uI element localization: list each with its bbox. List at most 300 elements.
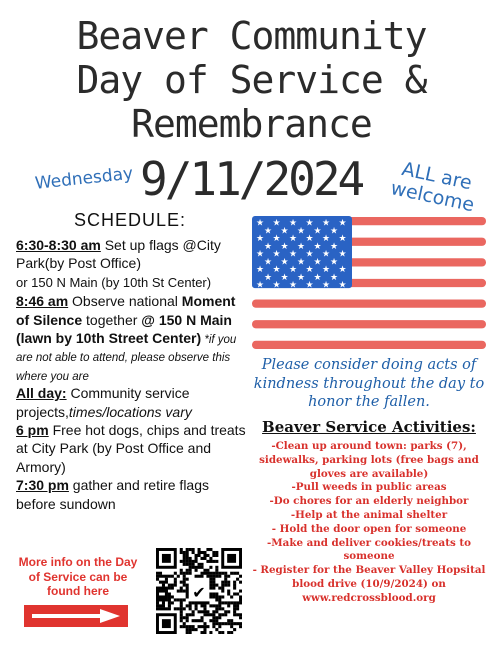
qr-module [209, 581, 212, 584]
flag-star: ★ [329, 226, 339, 237]
arrow-right-icon[interactable] [24, 605, 128, 632]
qr-module [200, 610, 203, 613]
qr-module [186, 551, 189, 554]
qr-module [180, 607, 183, 610]
qr-module [180, 601, 183, 604]
qr-module [227, 601, 230, 604]
qr-module [215, 598, 218, 601]
qr-module [212, 592, 215, 595]
text-allday: Community service projects, [16, 385, 190, 420]
qr-module [209, 578, 212, 581]
flag-star: ★ [321, 218, 331, 229]
qr-module [212, 551, 215, 554]
qr-module [162, 587, 165, 590]
qr-module [215, 595, 218, 598]
qr-module [239, 590, 242, 593]
activity-item: -Clean up around town: parks (7), sidewalks, parking lots (free bags and gloves are available) [259, 440, 479, 480]
qr-module [224, 613, 227, 616]
qr-module [180, 581, 183, 584]
qr-module [215, 619, 218, 622]
qr-module [174, 584, 177, 587]
qr-module [215, 569, 218, 572]
qr-module [209, 592, 212, 595]
qr-module [203, 610, 206, 613]
all-welcome: ALL are welcome [388, 158, 477, 217]
qr-module [195, 554, 198, 557]
qr-module [192, 563, 195, 566]
flag-star: ★ [272, 218, 281, 229]
qr-module [168, 575, 171, 578]
flag-star: ★ [338, 280, 347, 291]
qr-module [180, 551, 183, 554]
qr-module [215, 610, 218, 613]
flag-star: ★ [255, 280, 265, 291]
qr-module [198, 551, 201, 554]
qr-module [183, 551, 186, 554]
qr-module [192, 628, 195, 631]
title-line-1: Beaver Community [76, 14, 427, 58]
qr-module [171, 601, 174, 604]
flag-stripe [252, 320, 486, 328]
qr-module [156, 595, 159, 598]
flag-star: ★ [338, 265, 347, 276]
qr-module [156, 572, 159, 575]
qr-module [168, 604, 171, 607]
qr-module [230, 622, 233, 625]
activity-item: -Pull weeds in public areas [291, 481, 447, 494]
qr-module [162, 575, 165, 578]
qr-module [159, 607, 162, 610]
qr-module [203, 628, 206, 631]
flag-star: ★ [321, 280, 331, 291]
flag-star: ★ [329, 257, 339, 268]
qr-module [192, 551, 195, 554]
qr-code[interactable] [156, 548, 242, 639]
flag-star: ★ [313, 226, 322, 237]
qr-module [177, 590, 180, 593]
flag-star: ★ [255, 249, 265, 260]
qr-module [209, 613, 212, 616]
qr-module [198, 548, 201, 551]
qr-module [218, 604, 221, 607]
qr-module [180, 569, 183, 572]
event-date: 9/11/2024 [140, 152, 363, 206]
qr-module [224, 584, 227, 587]
qr-module [203, 625, 206, 628]
qr-module [206, 601, 209, 604]
text-hotdogs: Free hot dogs, chips and treats at City Park (by Post Office and Armory) [16, 422, 246, 475]
moment-of-silence: Moment of Silence [16, 293, 236, 328]
qr-module [227, 631, 230, 634]
qr-module [189, 569, 192, 572]
qr-module [239, 625, 242, 628]
time-flags: 6:30-8:30 am [16, 237, 101, 253]
qr-module [209, 560, 212, 563]
flag-star: ★ [272, 234, 281, 245]
qr-module [171, 595, 174, 598]
qr-module [183, 575, 186, 578]
qr-module [186, 572, 189, 575]
qr-module [221, 572, 224, 575]
activity-item: -Make and deliver cookies/treats to someone [266, 536, 471, 563]
qr-module [183, 590, 186, 593]
qr-module [236, 601, 239, 604]
qr-module [206, 569, 209, 572]
qr-module [180, 625, 183, 628]
qr-module [212, 622, 215, 625]
qr-module [180, 572, 183, 575]
qr-module [224, 578, 227, 581]
qr-module [165, 590, 168, 593]
qr-module [221, 607, 224, 610]
qr-module [159, 587, 162, 590]
qr-module [174, 572, 177, 575]
qr-module [162, 607, 165, 610]
qr-module [206, 560, 209, 563]
title-line-2: Day of Service & [76, 58, 427, 102]
qr-module [159, 572, 162, 575]
qr-module [183, 584, 186, 587]
qr-module [218, 631, 221, 634]
flag-star: ★ [296, 241, 306, 252]
qr-module [233, 622, 236, 625]
qr-module [230, 625, 233, 628]
flag-star: ★ [280, 272, 289, 283]
qr-module [233, 610, 236, 613]
qr-module [212, 587, 215, 590]
qr-module [156, 590, 159, 593]
activity-item: -Help at the animal shelter [290, 508, 448, 521]
qr-module [233, 604, 236, 607]
qr-module [212, 604, 215, 607]
qr-module [218, 572, 221, 575]
qr-module [209, 595, 212, 598]
qr-module [215, 572, 218, 575]
qr-module [186, 569, 189, 572]
qr-module [192, 625, 195, 628]
qr-module [206, 575, 209, 578]
qr-module [198, 563, 201, 566]
flag-star: ★ [280, 241, 289, 252]
qr-module [227, 622, 230, 625]
flag-star: ★ [296, 257, 306, 268]
qr-module [212, 613, 215, 616]
qr-module [159, 604, 162, 607]
qr-module [195, 607, 198, 610]
qr-module [165, 578, 168, 581]
qr-module [203, 557, 206, 560]
qr-module [180, 613, 183, 616]
qr-module [180, 610, 183, 613]
qr-module [186, 560, 189, 563]
qr-module [212, 560, 215, 563]
qr-module [165, 607, 168, 610]
qr-module [189, 566, 192, 569]
qr-module [200, 619, 203, 622]
text-together: together [82, 311, 142, 328]
qr-module [221, 613, 224, 616]
qr-module [215, 628, 218, 631]
qr-module [189, 604, 192, 607]
qr-module [165, 595, 168, 598]
qr-module [224, 575, 227, 578]
qr-module [233, 613, 236, 616]
qr-module [212, 610, 215, 613]
qr-module [236, 607, 239, 610]
qr-module [224, 622, 227, 625]
qr-module [227, 610, 230, 613]
qr-module [209, 566, 212, 569]
qr-module [218, 598, 221, 601]
qr-module [200, 604, 203, 607]
qr-module [186, 554, 189, 557]
qr-module [171, 575, 174, 578]
qr-module [212, 625, 215, 628]
qr-module [189, 572, 192, 575]
qr-module [195, 557, 198, 560]
qr-module [159, 598, 162, 601]
qr-module [200, 625, 203, 628]
qr-module [180, 616, 183, 619]
flag-star: ★ [280, 257, 289, 268]
qr-module [186, 604, 189, 607]
qr-module [227, 575, 230, 578]
flag-star: ★ [338, 234, 347, 245]
qr-module [189, 613, 192, 616]
qr-module [209, 631, 212, 634]
weekday: Wednesday [34, 163, 134, 194]
qr-module [230, 631, 233, 634]
qr-module [218, 587, 221, 590]
schedule-item-retire [16, 476, 248, 513]
qr-module [206, 625, 209, 628]
qr-module [183, 625, 186, 628]
qr-module [221, 587, 224, 590]
flag-star: ★ [305, 249, 314, 260]
flag-star: ★ [329, 241, 339, 252]
qr-module [165, 592, 168, 595]
kindness-message: Please consider doing acts of kindness throughout the day to honor the fallen. [253, 357, 485, 410]
flag-star: ★ [272, 280, 281, 291]
qr-module [215, 607, 218, 610]
schedule-list [16, 236, 248, 513]
qr-module [198, 575, 201, 578]
flag-star: ★ [313, 241, 322, 252]
qr-module [189, 563, 192, 566]
qr-module [227, 604, 230, 607]
qr-module [203, 622, 206, 625]
qr-module [203, 613, 206, 616]
qr-module [177, 575, 180, 578]
qr-module [183, 572, 186, 575]
qr-module [195, 628, 198, 631]
qr-module [221, 584, 224, 587]
qr-module [192, 619, 195, 622]
qr-module [156, 592, 159, 595]
qr-module [203, 604, 206, 607]
qr-module [218, 601, 221, 604]
qr-checkmark-icon: ✔ [192, 583, 206, 602]
qr-module [239, 622, 242, 625]
activity-item: -Do chores for an elderly neighbor [269, 495, 469, 508]
qr-module [212, 616, 215, 619]
schedule-item-hotdogs [16, 421, 248, 476]
qr-module [215, 551, 218, 554]
flag-star: ★ [305, 265, 314, 276]
qr-module [215, 560, 218, 563]
qr-module [189, 557, 192, 560]
qr-module [227, 581, 230, 584]
more-info-text: More info on the Day of Service can be found here [18, 555, 138, 598]
flag-star: ★ [305, 218, 314, 229]
flag-star: ★ [272, 249, 281, 260]
qr-module [183, 616, 186, 619]
qr-module [233, 607, 236, 610]
text-retire: gather and retire flags before sundown [16, 477, 210, 512]
qr-module [233, 572, 236, 575]
schedule-heading: SCHEDULE: [74, 210, 187, 230]
qr-module [200, 566, 203, 569]
qr-module [162, 595, 165, 598]
qr-module [227, 590, 230, 593]
qr-module [203, 551, 206, 554]
flag-star: ★ [288, 280, 298, 291]
qr-module [171, 584, 174, 587]
qr-module [239, 595, 242, 598]
schedule-item-allday [16, 384, 248, 421]
qr-module [200, 572, 203, 575]
qr-module [209, 587, 212, 590]
qr-module [218, 613, 221, 616]
qr-module [156, 578, 159, 581]
qr-module [174, 607, 177, 610]
qr-module [209, 557, 212, 560]
qr-module [200, 557, 203, 560]
qr-module [183, 578, 186, 581]
qr-module [162, 601, 165, 604]
qr-module [212, 572, 215, 575]
qr-module [165, 581, 168, 584]
qr-module [192, 610, 195, 613]
allday-note: times/locations vary [68, 403, 192, 420]
qr-finder [227, 554, 236, 563]
qr-module [183, 557, 186, 560]
qr-module [192, 560, 195, 563]
qr-module [186, 628, 189, 631]
text-flags-alt: or 150 N Main (by 10th St Center) [16, 274, 212, 290]
qr-module [212, 581, 215, 584]
time-silence: 8:46 am [16, 293, 69, 310]
qr-module [189, 548, 192, 551]
qr-module [236, 622, 239, 625]
qr-module [206, 572, 209, 575]
flag-star: ★ [255, 218, 265, 229]
us-flag [252, 216, 486, 355]
qr-module [186, 595, 189, 598]
qr-module [183, 581, 186, 584]
qr-module [168, 592, 171, 595]
time-retire: 7:30 pm [16, 477, 69, 494]
qr-module [162, 590, 165, 593]
qr-module [233, 628, 236, 631]
qr-module [186, 578, 189, 581]
qr-module [227, 584, 230, 587]
qr-module [168, 607, 171, 610]
qr-module [189, 628, 192, 631]
qr-module [206, 548, 209, 551]
text-flags: Set up flags @City Park(by Post Office) [16, 237, 221, 272]
qr-module [186, 631, 189, 634]
qr-module [186, 587, 189, 590]
time-allday: All day: [16, 385, 67, 402]
qr-module [227, 619, 230, 622]
qr-module [224, 601, 227, 604]
schedule-item-silence [16, 292, 248, 384]
title-line-3: Remembrance [131, 102, 372, 146]
qr-module [192, 566, 195, 569]
flag-star: ★ [296, 226, 306, 237]
qr-module [212, 584, 215, 587]
qr-module [230, 619, 233, 622]
qr-module [189, 631, 192, 634]
qr-module [233, 581, 236, 584]
qr-module [156, 604, 159, 607]
qr-module [209, 572, 212, 575]
qr-module [183, 622, 186, 625]
qr-module [203, 631, 206, 634]
flag-star: ★ [305, 234, 314, 245]
qr-module [233, 592, 236, 595]
flag-star: ★ [280, 226, 289, 237]
activity-item: - Register for the Beaver Valley Hopsital blood drive (10/9/2024) on www.redcrossblood.org [252, 564, 486, 604]
qr-module [218, 595, 221, 598]
qr-module [183, 563, 186, 566]
qr-module [186, 548, 189, 551]
flag-star: ★ [288, 249, 298, 260]
qr-module [215, 592, 218, 595]
qr-module [212, 619, 215, 622]
qr-module [165, 598, 168, 601]
text-silence: Observe national [68, 293, 182, 310]
silence-note: *if you are not able to attend, please observe this where you are [16, 334, 237, 383]
qr-module [236, 604, 239, 607]
qr-module [200, 575, 203, 578]
qr-module [183, 607, 186, 610]
qr-module [186, 613, 189, 616]
flag-star: ★ [305, 280, 314, 291]
qr-module [189, 625, 192, 628]
qr-module [239, 613, 242, 616]
qr-module [206, 610, 209, 613]
qr-module [159, 581, 162, 584]
activities-heading: Beaver Service Activities: [262, 418, 476, 436]
qr-module [186, 616, 189, 619]
flag-star: ★ [321, 249, 331, 260]
qr-module [180, 619, 183, 622]
qr-module [189, 607, 192, 610]
qr-module [186, 584, 189, 587]
qr-module [212, 554, 215, 557]
qr-module [215, 584, 218, 587]
qr-module [200, 631, 203, 634]
qr-module [159, 590, 162, 593]
silence-location: @ 150 N Main (lawn by 10th Street Center) [16, 311, 232, 347]
flag-star: ★ [263, 272, 273, 283]
qr-module [183, 598, 186, 601]
qr-module [159, 575, 162, 578]
qr-module [218, 575, 221, 578]
qr-module [209, 584, 212, 587]
